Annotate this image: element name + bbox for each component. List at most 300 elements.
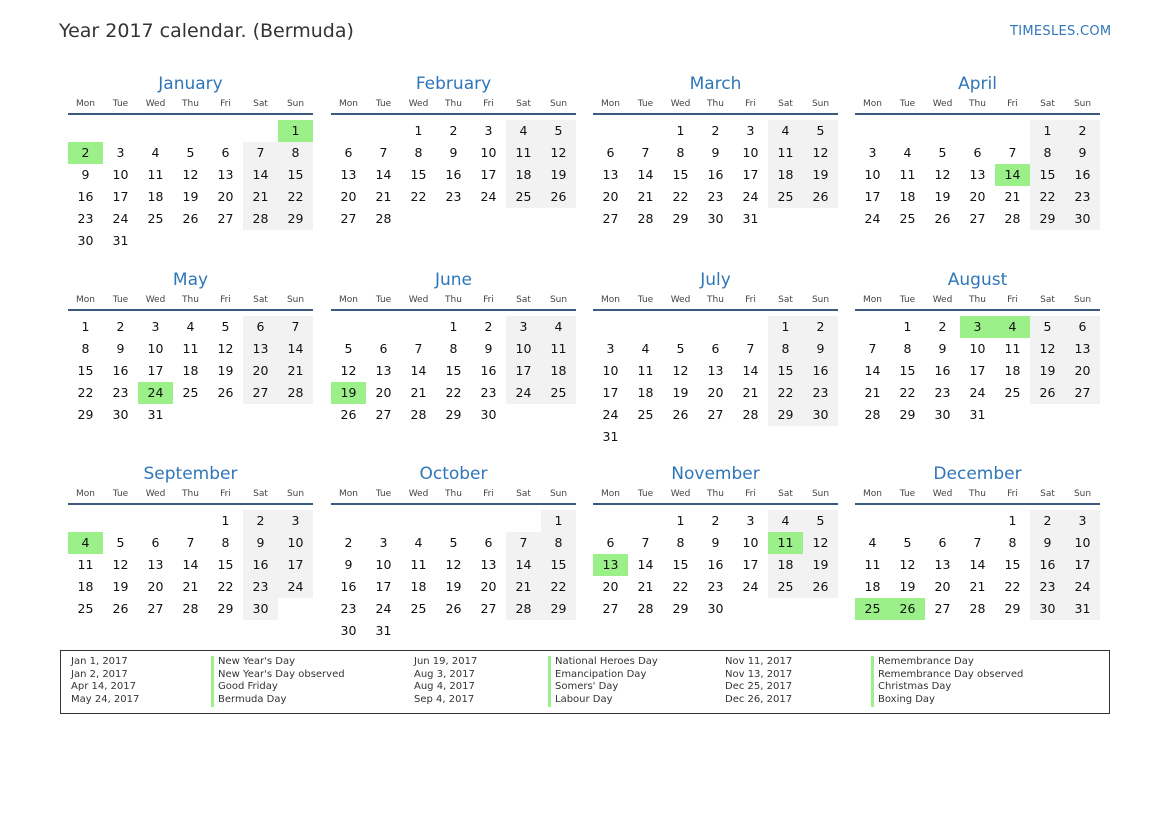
holiday-date: May 24, 2017 — [71, 694, 140, 706]
weekend-day-cell: 15 — [541, 554, 576, 576]
empty-day-cell — [68, 510, 103, 532]
empty-day-cell — [138, 230, 173, 252]
day-cell: 8 — [414, 145, 423, 160]
week-row — [68, 120, 313, 142]
day-cell: 6 — [938, 535, 947, 550]
day-cell: 11 — [899, 167, 916, 182]
day-cell: 9 — [711, 535, 720, 550]
day-cell: 25 — [77, 601, 94, 616]
empty-day-cell — [890, 510, 925, 532]
day-cell: 17 — [969, 363, 986, 378]
day-cell: 5 — [344, 341, 353, 356]
day-cell: 31 — [742, 211, 759, 226]
day-cell: 21 — [410, 385, 427, 400]
holiday-name: Somers' Day — [548, 681, 658, 694]
weekend-day-cell: 3 — [278, 510, 313, 532]
day-cell: 27 — [217, 211, 234, 226]
week-row — [593, 532, 838, 554]
empty-day-cell — [173, 510, 208, 532]
day-cell: 15 — [217, 557, 234, 572]
empty-day-cell — [366, 120, 401, 142]
day-cell: 21 — [182, 579, 199, 594]
day-cell: 22 — [672, 189, 689, 204]
weekend-day-cell: 23 — [243, 576, 278, 598]
weekend-day-cell: 5 — [803, 510, 838, 532]
month-name: August — [947, 270, 1008, 290]
day-cell: 11 — [182, 341, 199, 356]
day-cell: 22 — [217, 579, 234, 594]
weekday-header — [68, 97, 313, 115]
week-row — [331, 620, 576, 642]
empty-day-cell — [208, 230, 243, 252]
weekend-day-cell: 1 — [541, 510, 576, 532]
weekend-day-cell: 16 — [803, 360, 838, 382]
month-october — [331, 464, 576, 642]
empty-day-cell — [68, 120, 103, 142]
weekday-label: Fri — [483, 295, 494, 305]
holiday-day-cell: 13 — [593, 554, 628, 576]
week-row — [593, 360, 838, 382]
empty-day-cell — [733, 598, 768, 620]
month-name: September — [143, 464, 238, 484]
day-cell: 7 — [186, 535, 195, 550]
empty-day-cell — [768, 426, 803, 448]
day-cell: 15 — [672, 167, 689, 182]
day-cell: 29 — [899, 407, 916, 422]
day-cell: 29 — [1004, 601, 1021, 616]
week-row — [855, 164, 1100, 186]
day-cell: 17 — [480, 167, 497, 182]
day-cell: 19 — [112, 579, 129, 594]
weekday-label: Wed — [932, 99, 953, 109]
day-cell: 27 — [375, 407, 392, 422]
weekday-label: Fri — [1007, 295, 1018, 305]
day-cell: 18 — [147, 189, 164, 204]
weekend-day-cell: 28 — [278, 382, 313, 404]
empty-day-cell — [208, 120, 243, 142]
holiday-date: Sep 4, 2017 — [414, 694, 475, 706]
weekday-label: Sat — [253, 99, 268, 109]
day-cell: 23 — [707, 189, 724, 204]
day-cell: 18 — [410, 579, 427, 594]
empty-day-cell — [278, 598, 313, 620]
day-cell: 11 — [147, 167, 164, 182]
month-name: July — [700, 270, 731, 290]
day-cell: 9 — [711, 145, 720, 160]
day-cell: 5 — [938, 145, 947, 160]
day-cell: 2 — [449, 123, 458, 138]
weekend-day-cell: 17 — [1065, 554, 1100, 576]
holiday-day-cell: 24 — [138, 382, 173, 404]
empty-day-cell — [541, 208, 576, 230]
day-cell: 1 — [449, 319, 458, 334]
day-cell: 24 — [602, 407, 619, 422]
day-cell: 6 — [606, 535, 615, 550]
empty-day-cell — [278, 404, 313, 426]
weekend-day-cell: 5 — [541, 120, 576, 142]
holiday-date: Dec 26, 2017 — [725, 694, 793, 706]
day-cell: 24 — [375, 601, 392, 616]
day-cell: 10 — [864, 167, 881, 182]
day-cell: 29 — [672, 211, 689, 226]
empty-day-cell — [855, 120, 890, 142]
day-cell: 15 — [77, 363, 94, 378]
empty-day-cell — [1030, 404, 1065, 426]
day-cell: 3 — [379, 535, 388, 550]
week-row — [68, 186, 313, 208]
empty-day-cell — [803, 208, 838, 230]
empty-day-cell — [663, 426, 698, 448]
holiday-day-cell: 26 — [890, 598, 925, 620]
empty-day-cell — [173, 230, 208, 252]
week-row — [855, 142, 1100, 164]
day-cell: 13 — [969, 167, 986, 182]
weekend-day-cell: 22 — [768, 382, 803, 404]
day-cell: 1 — [1008, 513, 1017, 528]
day-cell: 27 — [969, 211, 986, 226]
month-july — [593, 270, 838, 448]
empty-day-cell — [138, 510, 173, 532]
day-cell: 7 — [414, 341, 423, 356]
holiday-name: National Heroes Day — [548, 656, 658, 669]
weekday-label: Wed — [145, 489, 166, 499]
empty-day-cell — [243, 230, 278, 252]
weekend-day-cell: 20 — [1065, 360, 1100, 382]
day-cell: 11 — [1004, 341, 1021, 356]
empty-day-cell — [401, 620, 436, 642]
day-cell: 17 — [602, 385, 619, 400]
month-september — [68, 464, 313, 620]
day-cell: 18 — [182, 363, 199, 378]
day-cell: 1 — [903, 319, 912, 334]
day-cell: 15 — [672, 557, 689, 572]
empty-day-cell — [890, 120, 925, 142]
day-cell: 20 — [147, 579, 164, 594]
weekday-label: Tue — [637, 99, 654, 109]
weekend-day-cell: 23 — [803, 382, 838, 404]
day-cell: 17 — [375, 579, 392, 594]
weekday-label: Thu — [182, 295, 199, 305]
day-cell: 28 — [969, 601, 986, 616]
day-cell: 13 — [480, 557, 497, 572]
day-cell: 23 — [707, 579, 724, 594]
weekday-label: Thu — [445, 295, 462, 305]
weekday-header — [68, 487, 313, 505]
day-cell: 21 — [742, 385, 759, 400]
weekday-label: Sat — [516, 99, 531, 109]
weekend-day-cell: 26 — [541, 186, 576, 208]
day-cell: 1 — [221, 513, 230, 528]
day-cell: 6 — [484, 535, 493, 550]
holiday-name: Bermuda Day — [211, 694, 345, 707]
holiday-date: Jan 2, 2017 — [71, 668, 128, 680]
day-cell: 24 — [742, 189, 759, 204]
empty-day-cell — [331, 316, 366, 338]
weekday-label: Sun — [549, 489, 568, 499]
weekend-day-cell: 25 — [506, 186, 541, 208]
day-cell: 15 — [1004, 557, 1021, 572]
holiday-legend — [60, 650, 1110, 714]
empty-day-cell — [401, 510, 436, 532]
weekend-day-cell: 15 — [768, 360, 803, 382]
weekday-label: Mon — [601, 295, 620, 305]
day-cell: 8 — [903, 341, 912, 356]
day-cell: 17 — [864, 189, 881, 204]
day-cell: 8 — [449, 341, 458, 356]
weekday-label: Fri — [1007, 489, 1018, 499]
day-cell: 26 — [672, 407, 689, 422]
month-december — [855, 464, 1100, 620]
weekend-day-cell: 8 — [768, 338, 803, 360]
day-cell: 1 — [81, 319, 90, 334]
weekend-day-cell: 22 — [541, 576, 576, 598]
holiday-name: Remembrance Day — [871, 656, 1023, 669]
day-cell: 10 — [147, 341, 164, 356]
weekday-label: Thu — [445, 99, 462, 109]
day-cell: 4 — [186, 319, 195, 334]
day-cell: 17 — [742, 167, 759, 182]
day-cell: 20 — [340, 189, 357, 204]
weekend-day-cell: 12 — [803, 532, 838, 554]
weekday-label: Wed — [670, 99, 691, 109]
empty-day-cell — [663, 316, 698, 338]
day-cell: 12 — [217, 341, 234, 356]
day-cell: 13 — [217, 167, 234, 182]
weekend-day-cell: 15 — [278, 164, 313, 186]
weekend-day-cell: 14 — [278, 338, 313, 360]
day-cell: 10 — [375, 557, 392, 572]
weekday-label: Tue — [637, 295, 654, 305]
day-cell: 6 — [344, 145, 353, 160]
weekend-day-cell: 24 — [278, 576, 313, 598]
month-may — [68, 270, 313, 426]
week-row — [855, 186, 1100, 208]
week-row — [331, 598, 576, 620]
legend-name-column — [548, 656, 658, 707]
day-cell: 27 — [480, 601, 497, 616]
weekday-label: Wed — [408, 295, 429, 305]
day-cell: 31 — [375, 623, 392, 638]
empty-day-cell — [173, 404, 208, 426]
weekend-day-cell: 23 — [1065, 186, 1100, 208]
weekday-label: Mon — [76, 295, 95, 305]
empty-day-cell — [1065, 404, 1100, 426]
empty-day-cell — [436, 510, 471, 532]
weekday-label: Fri — [745, 99, 756, 109]
weekday-label: Wed — [932, 489, 953, 499]
day-cell: 7 — [746, 341, 755, 356]
month-name: April — [958, 74, 997, 94]
day-cell: 28 — [637, 211, 654, 226]
day-cell: 16 — [77, 189, 94, 204]
weekend-day-cell: 18 — [768, 554, 803, 576]
weekend-day-cell: 19 — [1030, 360, 1065, 382]
empty-day-cell — [243, 404, 278, 426]
week-row — [593, 186, 838, 208]
week-row — [331, 316, 576, 338]
day-cell: 31 — [602, 429, 619, 444]
weekend-day-cell: 5 — [1030, 316, 1065, 338]
week-row — [68, 554, 313, 576]
empty-day-cell — [471, 208, 506, 230]
weekday-label: Thu — [969, 295, 986, 305]
day-cell: 19 — [217, 363, 234, 378]
weekday-header — [68, 293, 313, 311]
week-row — [68, 360, 313, 382]
day-cell: 7 — [641, 145, 650, 160]
week-row — [331, 120, 576, 142]
day-cell: 4 — [868, 535, 877, 550]
empty-day-cell — [960, 510, 995, 532]
holiday-day-cell: 4 — [68, 532, 103, 554]
empty-day-cell — [768, 208, 803, 230]
day-cell: 28 — [864, 407, 881, 422]
weekday-label: Wed — [408, 489, 429, 499]
day-cell: 20 — [602, 579, 619, 594]
day-cell: 20 — [707, 385, 724, 400]
weekday-label: Mon — [76, 99, 95, 109]
weekday-label: Thu — [707, 99, 724, 109]
day-cell: 19 — [182, 189, 199, 204]
weekday-label: Sat — [516, 295, 531, 305]
holiday-day-cell: 2 — [68, 142, 103, 164]
weekend-day-cell: 17 — [506, 360, 541, 382]
day-cell: 18 — [1004, 363, 1021, 378]
weekday-label: Wed — [932, 295, 953, 305]
weekday-label: Sun — [811, 489, 830, 499]
week-row — [68, 576, 313, 598]
day-cell: 23 — [934, 385, 951, 400]
day-cell: 14 — [182, 557, 199, 572]
day-cell: 25 — [899, 211, 916, 226]
day-cell: 26 — [340, 407, 357, 422]
week-row — [68, 208, 313, 230]
day-cell: 24 — [864, 211, 881, 226]
empty-day-cell — [803, 598, 838, 620]
holiday-name: Emancipation Day — [548, 669, 658, 682]
week-row — [68, 404, 313, 426]
day-cell: 17 — [147, 363, 164, 378]
day-cell: 8 — [1008, 535, 1017, 550]
day-cell: 20 — [969, 189, 986, 204]
holiday-name: Remembrance Day observed — [871, 669, 1023, 682]
holiday-name: Boxing Day — [871, 694, 1023, 707]
day-cell: 16 — [112, 363, 129, 378]
week-row — [331, 360, 576, 382]
weekend-day-cell: 26 — [803, 576, 838, 598]
week-row — [593, 142, 838, 164]
week-row — [68, 532, 313, 554]
month-name: May — [172, 270, 209, 290]
empty-day-cell — [855, 316, 890, 338]
weekend-day-cell: 1 — [768, 316, 803, 338]
holiday-date: Jan 1, 2017 — [71, 656, 128, 667]
weekday-label: Wed — [408, 99, 429, 109]
day-cell: 6 — [379, 341, 388, 356]
day-cell: 16 — [480, 363, 497, 378]
day-cell: 24 — [969, 385, 986, 400]
weekend-day-cell: 25 — [768, 186, 803, 208]
day-cell: 26 — [217, 385, 234, 400]
weekday-label: Mon — [339, 295, 358, 305]
legend-name-column — [871, 656, 1023, 707]
day-cell: 4 — [414, 535, 423, 550]
month-name: February — [415, 74, 492, 94]
weekend-day-cell: 8 — [541, 532, 576, 554]
holiday-day-cell: 25 — [855, 598, 890, 620]
weekend-day-cell: 28 — [243, 208, 278, 230]
week-row — [331, 142, 576, 164]
month-june — [331, 270, 576, 426]
week-row — [593, 208, 838, 230]
weekday-header — [331, 97, 576, 115]
month-name: October — [419, 464, 488, 484]
day-cell: 11 — [637, 363, 654, 378]
day-cell: 26 — [182, 211, 199, 226]
site-brand-link[interactable]: TIMESLES.COM — [1010, 24, 1112, 39]
day-cell: 30 — [934, 407, 951, 422]
week-row — [855, 382, 1100, 404]
empty-day-cell — [401, 208, 436, 230]
day-cell: 14 — [969, 557, 986, 572]
weekend-day-cell: 2 — [803, 316, 838, 338]
weekend-day-cell: 21 — [243, 186, 278, 208]
day-cell: 12 — [672, 363, 689, 378]
day-cell: 9 — [344, 557, 353, 572]
week-row — [331, 532, 576, 554]
empty-day-cell — [803, 426, 838, 448]
weekday-label: Tue — [375, 99, 392, 109]
weekend-day-cell: 4 — [506, 120, 541, 142]
day-cell: 3 — [116, 145, 125, 160]
month-name: January — [158, 74, 223, 94]
holiday-name: Christmas Day — [871, 681, 1023, 694]
day-cell: 27 — [602, 601, 619, 616]
day-cell: 4 — [641, 341, 650, 356]
day-cell: 25 — [410, 601, 427, 616]
weekend-day-cell: 9 — [803, 338, 838, 360]
weekday-label: Fri — [220, 295, 231, 305]
weekend-day-cell: 18 — [541, 360, 576, 382]
day-cell: 6 — [221, 145, 230, 160]
empty-day-cell — [541, 620, 576, 642]
weekend-day-cell: 30 — [1065, 208, 1100, 230]
day-cell: 31 — [112, 233, 129, 248]
holiday-date: Dec 25, 2017 — [725, 681, 793, 693]
weekend-day-cell: 14 — [243, 164, 278, 186]
weekend-day-cell: 28 — [506, 598, 541, 620]
day-cell: 13 — [375, 363, 392, 378]
legend-date-column — [725, 656, 792, 707]
month-november — [593, 464, 838, 620]
day-cell: 15 — [899, 363, 916, 378]
weekend-day-cell: 1 — [1030, 120, 1065, 142]
day-cell: 29 — [217, 601, 234, 616]
weekend-day-cell: 17 — [278, 554, 313, 576]
day-cell: 9 — [449, 145, 458, 160]
weekend-day-cell: 24 — [1065, 576, 1100, 598]
weekday-label: Thu — [182, 99, 199, 109]
day-cell: 24 — [742, 579, 759, 594]
day-cell: 28 — [410, 407, 427, 422]
weekend-day-cell: 14 — [506, 554, 541, 576]
weekend-day-cell: 19 — [803, 554, 838, 576]
weekend-day-cell: 4 — [768, 510, 803, 532]
empty-day-cell — [628, 316, 663, 338]
empty-day-cell — [628, 510, 663, 532]
day-cell: 16 — [445, 167, 462, 182]
weekday-header — [593, 293, 838, 311]
